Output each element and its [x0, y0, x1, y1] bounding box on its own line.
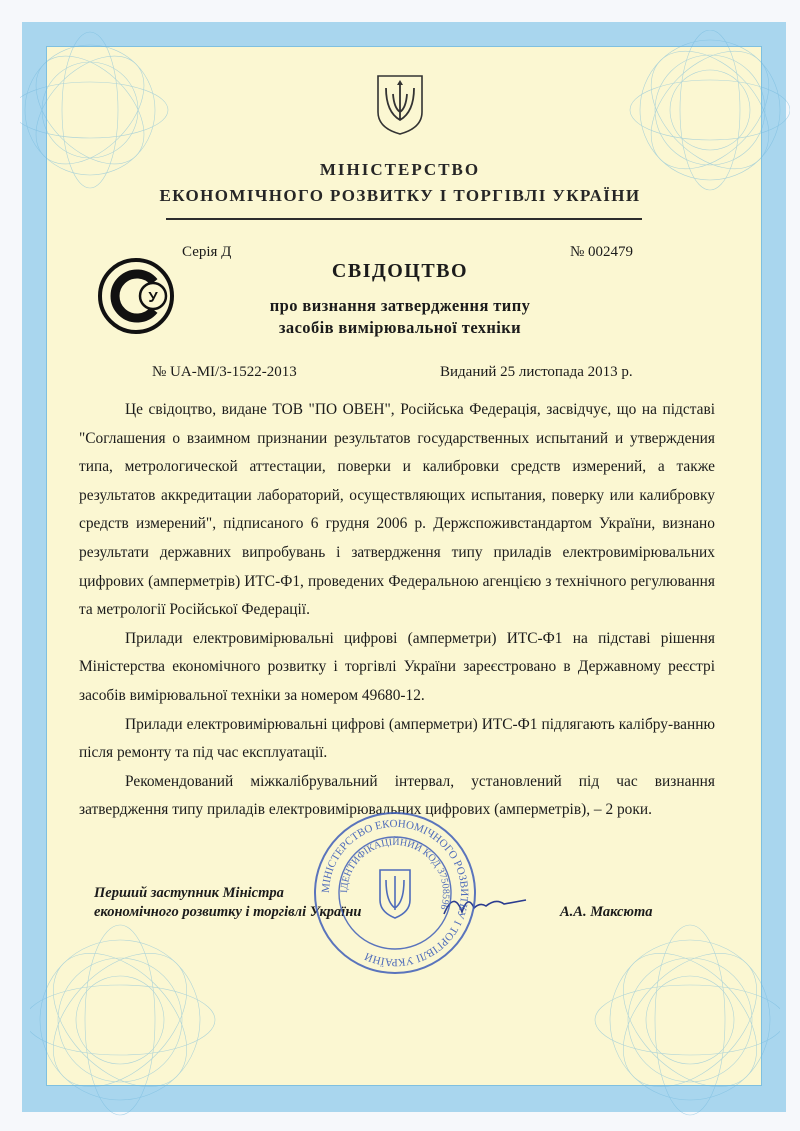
ministry-line-2: ЕКОНОМІЧНОГО РОЗВИТКУ І ТОРГІВЛІ УКРАЇНИ — [159, 186, 641, 205]
signatory-name: А.А. Максюта — [560, 904, 653, 920]
certificate-subtitle-2: засобів вимірювальної техніки — [278, 318, 522, 337]
certificate-title: СВІДОЦТВО — [331, 260, 469, 282]
seal-emblem-icon — [380, 870, 410, 918]
signatory-position-line-1: Перший заступник Міністра — [94, 885, 284, 901]
seal-inner-text: ІДЕНТИФІКАЦІЙНИЙ КОД 37508596 — [338, 836, 452, 911]
body-paragraph-2: Прилади електровимірювальні цифрові (амперметри) ИТС-Ф1 на підставі рішення Міністерства економічного розвитку і торгівлі України зареєстровано в Державному реєстрі засобів вимірювальної техніки за номером 49680-12. — [79, 629, 715, 704]
guilloche-bottom-left — [30, 920, 250, 1120]
certificate-subtitle-1: про визнання затвердження типу — [269, 296, 531, 315]
issue-date: Виданий 25 листопада 2013 р. — [440, 364, 633, 380]
body-paragraph-1: Це свідоцтво, видане ТОВ "ПО ОВЕН", Російська Федерація, засвідчує, що на підставі "Соглашения о взаимном признании результатов государственных испытаний и утверждения типа, метрологической аттестации, поверки и калибровки средств измерений, а также результатов аккредитации лабораторий, осуществляющих испытания, поверку или калибровку средств измерений", підписаного 6 грудня 2006 р. Держспоживстандартом України, визнано результати державних випробувань і затвердження типу приладів електровимірювальних цифрових (амперметрів) ИТС-Ф1, проведених Федеральною агенцією з технічного регулювання та метрології Російської Федерації. — [79, 401, 715, 619]
certificate-number: № 002479 — [570, 244, 634, 260]
seal-outer-text: МІНІСТЕРСТВО ЕКОНОМІЧНОГО РОЗВИТКУ І ТОРГІВЛІ УКРАЇНИ — [319, 817, 471, 969]
body-paragraph-3: Прилади електровимірювальні цифрові (амперметри) ИТС-Ф1 підлягають калібру-ванню після ремонту та під час експлуатації. — [79, 715, 715, 762]
body-paragraph-4: Рекомендований міжкалібрувальний інтервал, установлений під час визнання затвердження типу приладів електровимірювальних цифрових (амперметрів), – 2 роки. — [79, 772, 715, 819]
title-divider — [166, 218, 642, 220]
ministry-line-1: МІНІСТЕРСТВО — [319, 160, 481, 179]
registration-number: № UA-MI/3-1522-2013 — [152, 364, 297, 380]
certificate-body — [79, 396, 715, 825]
guilloche-bottom-right — [560, 920, 780, 1120]
coat-of-arms-icon — [372, 72, 428, 136]
series-label: Серія Д — [182, 244, 232, 260]
signatory-position-line-2: економічного розвитку і торгівлі України — [94, 904, 362, 920]
official-seal — [310, 808, 480, 978]
mark-letter: У — [148, 289, 158, 306]
